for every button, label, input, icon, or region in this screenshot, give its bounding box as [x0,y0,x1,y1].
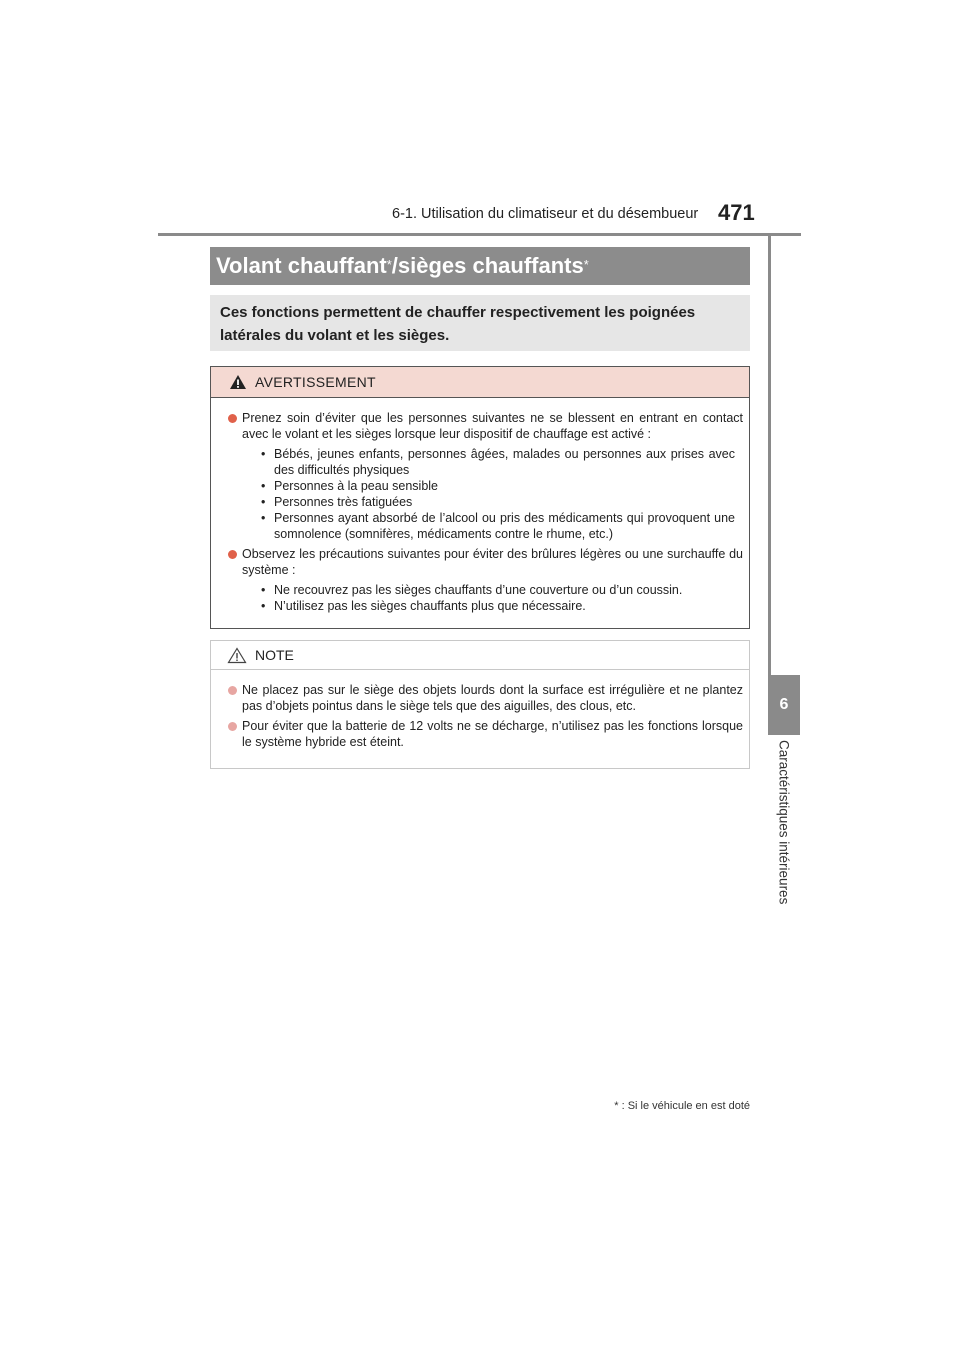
warning-sub-list [242,446,743,542]
note-item-text: Ne placez pas sur le siège des objets lourds dont la surface est irrégulière et ne plantez pas d’objets pointus dans le siège tels que des aiguilles, des clous, etc. [242,683,743,713]
bullet-icon [228,550,237,559]
list-item: • Bébés, jeunes enfants, personnes âgées, malades ou personnes aux prises avec des difficultés physiques [261,447,735,477]
caution-triangle-outline-icon [227,647,247,664]
list-item-text: Personnes très fatiguées [274,495,413,509]
warning-item [223,410,743,542]
note-item-text: Pour éviter que la batterie de 12 volts ne se décharge, n’utilisez pas les fonctions lorsque le système hybride est éteint. [242,719,743,749]
footnote-text: : Si le véhicule en est doté [621,1100,750,1112]
bullet-icon [228,686,237,695]
section-title-part1: Volant chauffant [216,253,387,278]
title-asterisk-2: * [583,256,589,272]
note-item [223,718,743,750]
list-item: • Ne recouvrez pas les sièges chauffants d’une couverture ou d’un coussin. [261,583,683,597]
chapter-tab [768,675,800,735]
bullet-icon [228,414,237,423]
chapter-tab-number: 6 [779,696,789,713]
list-item: • Personnes ayant absorbé de l’alcool ou pris des médicaments qui provoquent une somnolence (somnifères, médicaments contre le rhume, etc.) [261,511,735,541]
list-item: • Personnes très fatiguées [261,495,413,509]
page-number: 471 [718,200,755,225]
list-item-text: N’utilisez pas les sièges chauffants plus que nécessaire. [274,599,586,613]
note-heading: NOTE [255,647,294,663]
section-title [210,247,750,285]
note-header [211,641,749,670]
note-body [211,670,749,750]
warning-header [211,367,749,398]
header-divider [158,233,801,236]
warning-box [210,366,750,629]
bullet-icon [228,722,237,731]
chapter-heading: 6-1. Utilisation du climatiseur et du désembueur [392,206,699,222]
footnote [600,1100,750,1112]
side-tab-rule [768,233,771,675]
note-box [210,640,750,769]
list-item-text: Personnes à la peau sensible [274,479,439,493]
warning-item-text: Observez les précautions suivantes pour éviter des brûlures légères ou une surchauffe du système : [242,547,743,577]
warning-item [223,546,743,614]
section-title-part2: /sièges chauffants [391,253,584,278]
list-item-text: Personnes ayant absorbé de l’alcool ou pris des médicaments qui provoquent une somnolence (somnifères, médicaments contre le rhume, etc.) [274,511,735,541]
footnote-asterisk: * [614,1100,619,1112]
title-asterisk-1: * [386,256,392,272]
list-item-text: Bébés, jeunes enfants, personnes âgées, malades ou personnes aux prises avec des difficultés physiques [274,447,735,477]
warning-sub-list [242,582,743,614]
warning-item-text: Prenez soin d’éviter que les personnes suivantes ne se blessent en entrant en contact avec le volant et les sièges lorsque leur dispositif de chauffage est activé : [242,411,743,441]
note-item [223,682,743,714]
warning-body [211,398,749,614]
warning-triangle-icon [229,374,247,390]
list-item: • N’utilisez pas les sièges chauffants plus que nécessaire. [261,599,586,613]
chapter-tab-label: Caractéristiques intérieures [776,740,792,905]
warning-heading: AVERTISSEMENT [255,374,376,390]
list-item-text: Ne recouvrez pas les sièges chauffants d’une couverture ou d’un coussin. [274,583,683,597]
intro-paragraph: Ces fonctions permettent de chauffer respectivement les poignées latérales du volant et les sièges. [210,295,750,351]
list-item: • Personnes à la peau sensible [261,479,439,493]
